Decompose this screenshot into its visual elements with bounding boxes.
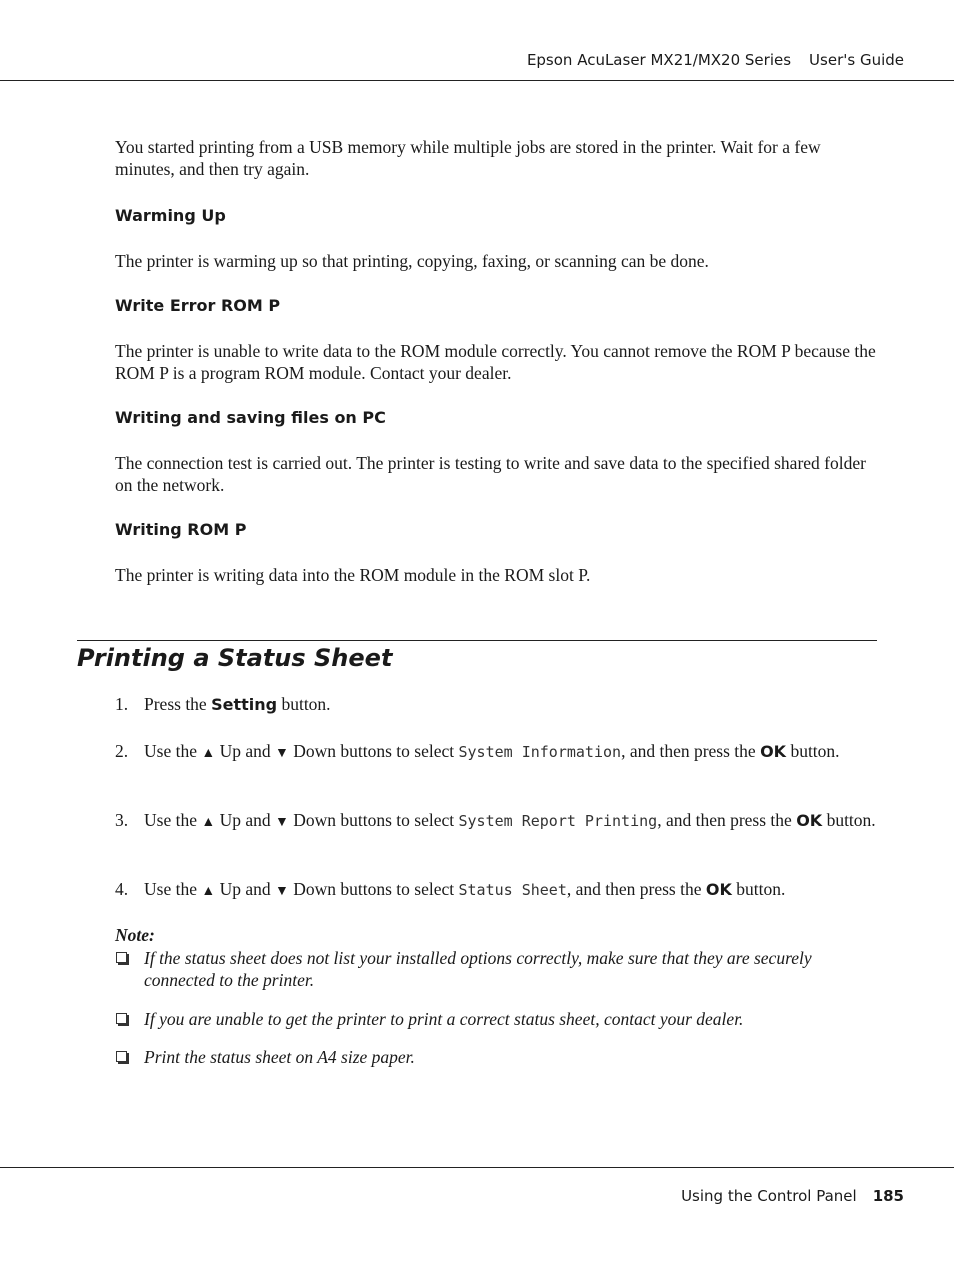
checkbox-bullet-icon [116, 1051, 127, 1062]
down-arrow-icon: ▼ [275, 815, 289, 830]
step-text: Up and [215, 879, 275, 899]
footer-chapter: Using the Control Panel [681, 1187, 857, 1205]
header-divider [0, 80, 954, 81]
note-text: If you are unable to get the printer to print a correct status sheet, contact your dealer. [144, 1009, 744, 1029]
header-guide: User's Guide [809, 51, 904, 69]
message-writing-saving-files [115, 408, 880, 496]
message-writing-rom-p [115, 520, 880, 586]
step-number: 4. [115, 879, 129, 899]
step-text: button. [786, 741, 840, 761]
intro-paragraph: You started printing from a USB memory while multiple jobs are stored in the printer. Wait for a few minutes, and then try again. [115, 137, 821, 179]
message-text: The printer is unable to write data to the ROM module correctly. You cannot remove the ROM P because the ROM P is a program ROM module. Contact your dealer. [115, 341, 876, 383]
intro-block [115, 136, 880, 180]
note-item [115, 1008, 880, 1030]
note-item [115, 947, 880, 991]
step-3 [115, 809, 880, 834]
footer-divider [0, 1167, 954, 1168]
checkbox-bullet-icon [116, 1013, 127, 1024]
message-title: Writing ROM P [115, 520, 247, 539]
down-arrow-icon: ▼ [275, 746, 289, 761]
note-text: Print the status sheet on A4 size paper. [144, 1047, 415, 1067]
note-text: If the status sheet does not list your installed options correctly, make sure that they are securely connected to the printer. [144, 948, 812, 990]
step-text: , and then press the [657, 810, 797, 830]
step-text: Up and [215, 810, 275, 830]
section-title: Printing a Status Sheet [77, 644, 393, 672]
step-text: Down buttons to select [288, 810, 459, 830]
ok-key-label: OK [796, 811, 823, 830]
ok-key-label: OK [760, 742, 787, 761]
step-text: Use the [144, 879, 202, 899]
up-arrow-icon: ▲ [201, 884, 216, 899]
step-4 [115, 878, 880, 903]
step-text: Down buttons to select [288, 879, 459, 899]
step-text: Up and [215, 741, 275, 761]
step-2 [115, 740, 880, 765]
step-text: , and then press the [566, 879, 706, 899]
checkbox-bullet-icon [116, 952, 127, 963]
menu-item-name: Status Sheet [458, 881, 567, 899]
step-number: 2. [115, 741, 129, 761]
page-number: 185 [872, 1187, 904, 1205]
note-item [115, 1046, 880, 1068]
message-warming-up [115, 206, 880, 272]
message-title: Warming Up [115, 206, 226, 225]
step-text: Use the [144, 741, 202, 761]
step-text: button. [731, 879, 786, 899]
down-arrow-icon: ▼ [275, 884, 289, 899]
up-arrow-icon: ▲ [201, 746, 216, 761]
ok-key-label: OK [705, 880, 732, 899]
step-text: button. [822, 810, 876, 830]
step-text: button. [277, 694, 331, 714]
page-footer [681, 1187, 904, 1205]
message-write-error-rom-p [115, 296, 880, 384]
message-text: The connection test is carried out. The printer is testing to write and save data to the specified shared folder on the network. [115, 453, 866, 495]
menu-item-name: System Information [458, 743, 622, 761]
note-label: Note: [115, 925, 155, 945]
step-text: Down buttons to select [288, 741, 459, 761]
step-number: 3. [115, 810, 129, 830]
header-product: Epson AcuLaser MX21/MX20 Series [526, 51, 792, 69]
step-text: Press the [144, 694, 212, 714]
message-text: The printer is writing data into the ROM module in the ROM slot P. [115, 565, 591, 585]
step-1 [115, 693, 880, 716]
up-arrow-icon: ▲ [201, 815, 216, 830]
page-header [527, 51, 904, 69]
message-text: The printer is warming up so that printing, copying, faxing, or scanning can be done. [115, 251, 709, 271]
step-text: , and then press the [621, 741, 761, 761]
step-number: 1. [115, 694, 129, 714]
setting-key-label: Setting [211, 695, 278, 714]
message-title: Write Error ROM P [115, 296, 281, 315]
step-text: Use the [144, 810, 202, 830]
message-title: Writing and saving files on PC [115, 408, 386, 427]
section-divider [77, 640, 877, 641]
menu-item-name: System Report Printing [458, 812, 658, 830]
